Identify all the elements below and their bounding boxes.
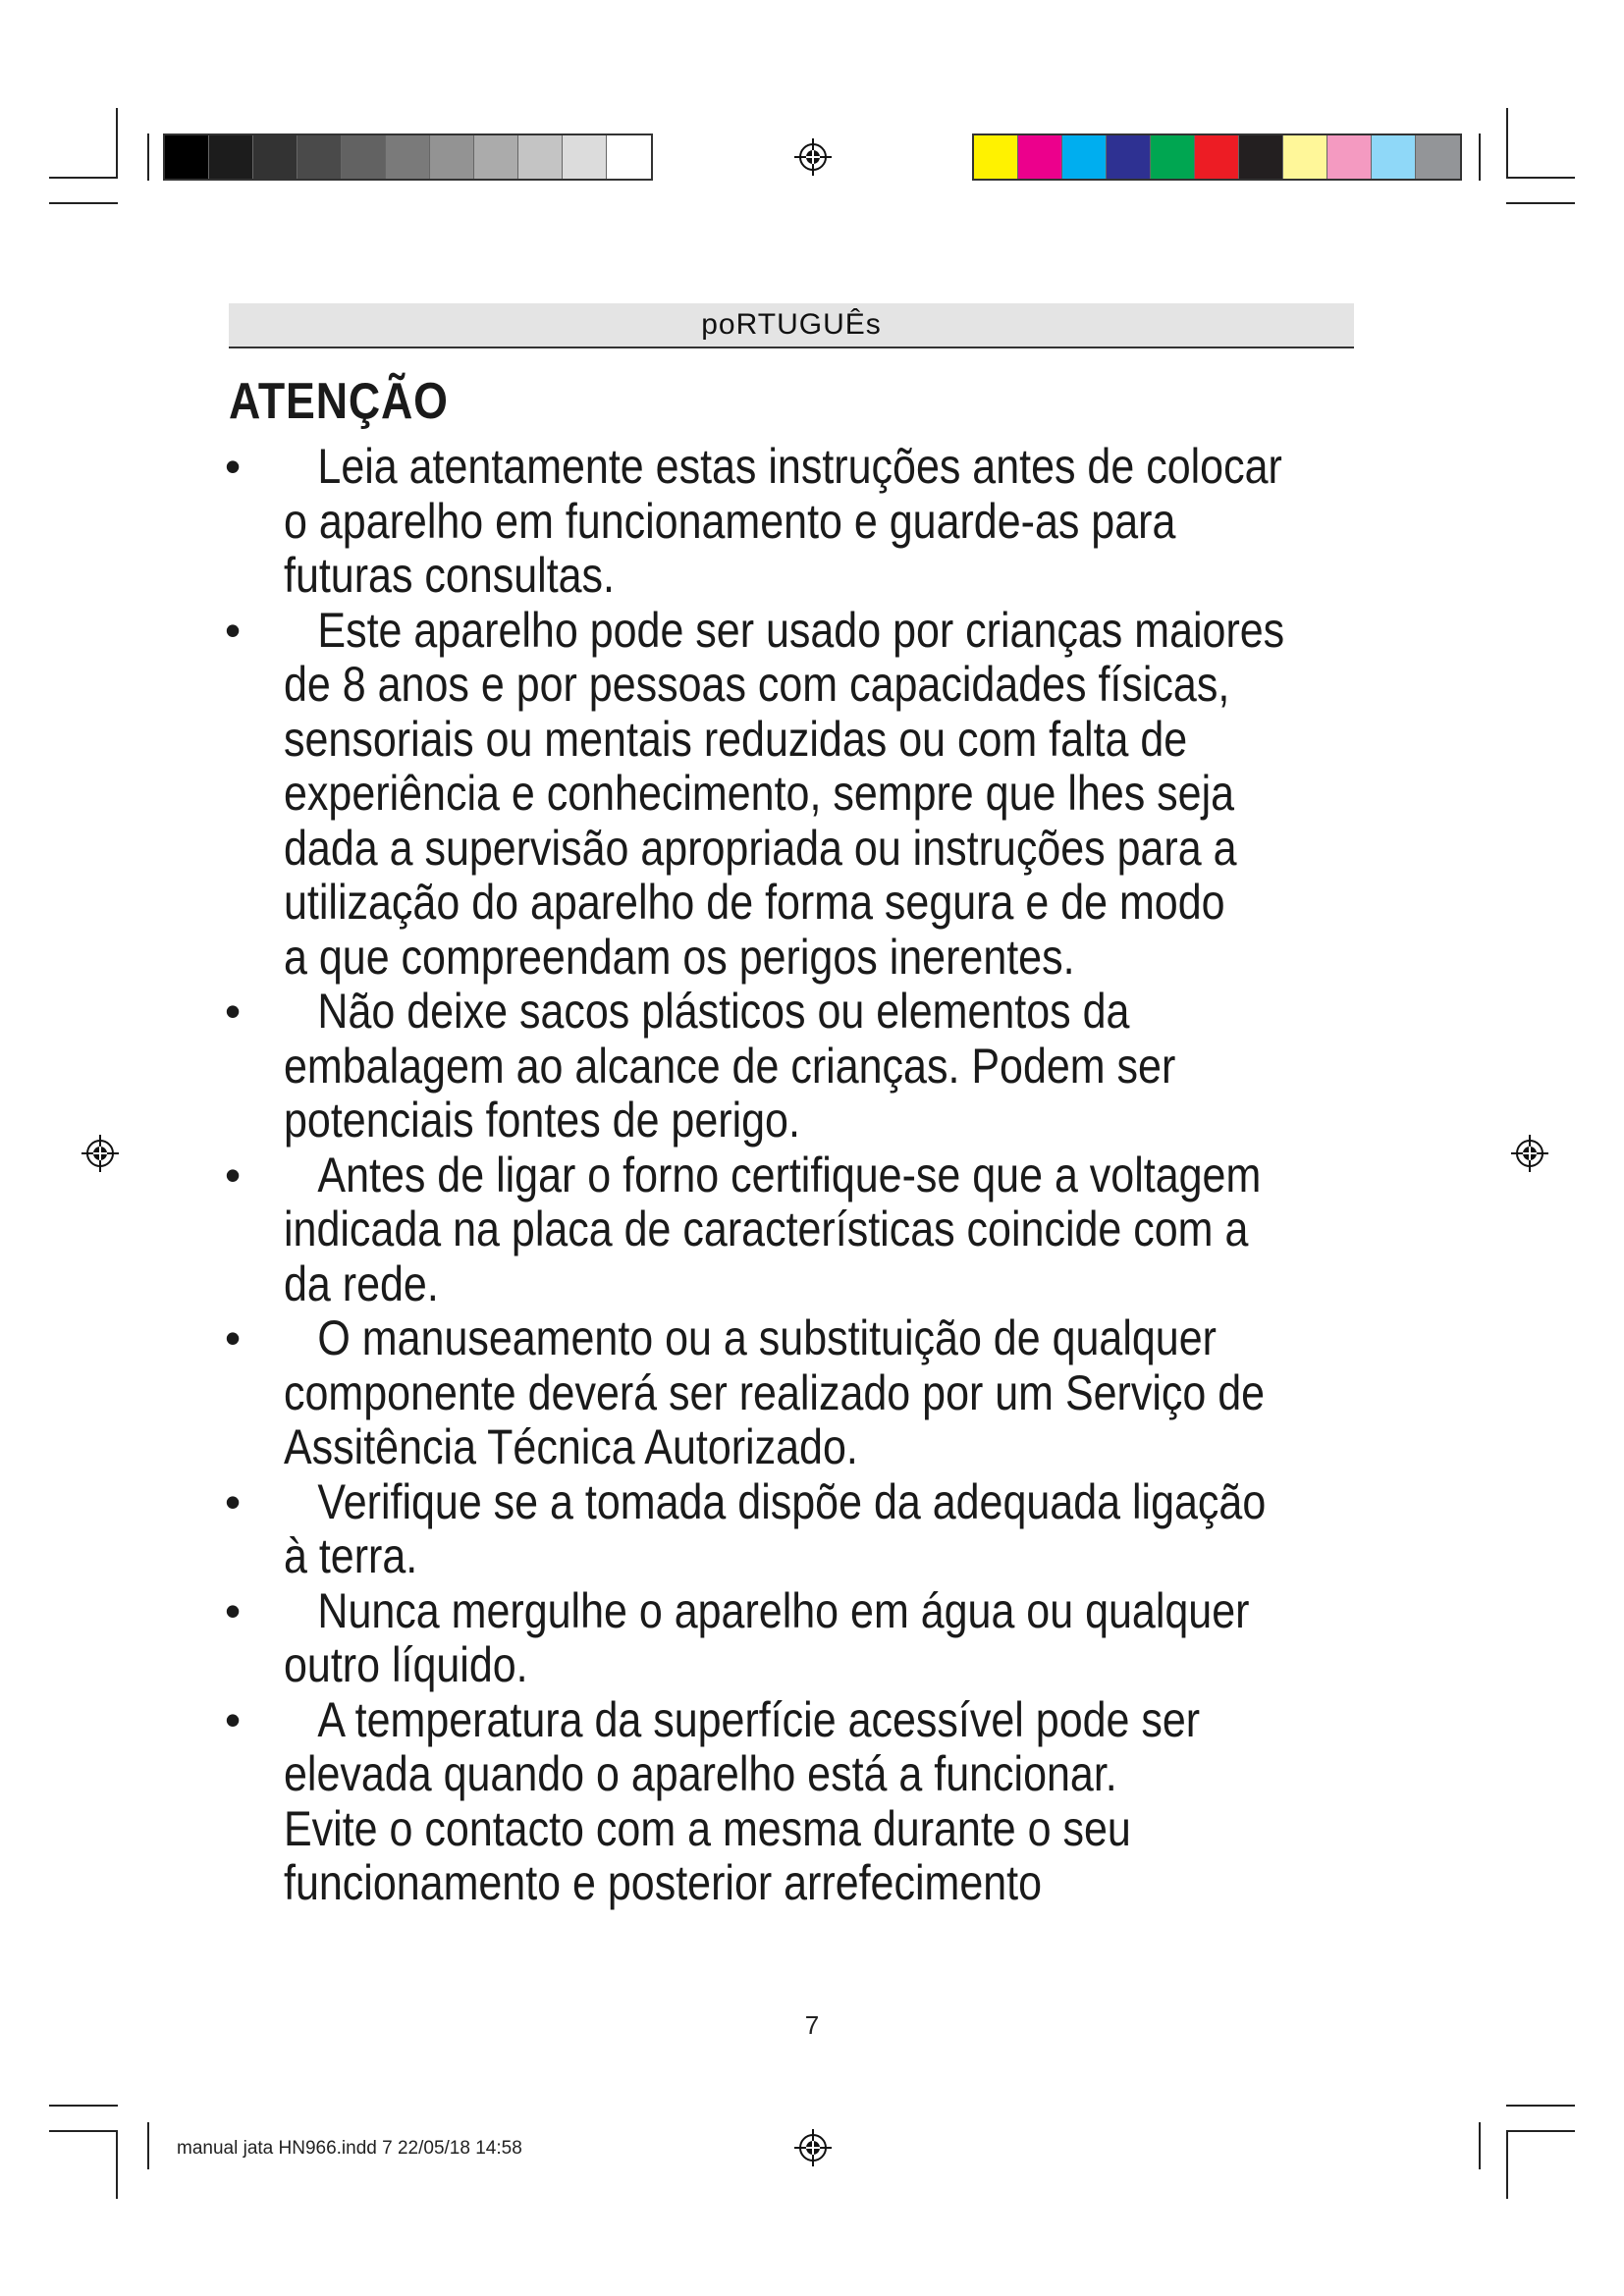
warning-text: Este aparelho pode ser usado por crianças maiores de 8 anos e por pessoas com capacidades físicas, sensoriais ou mentais reduzidas ou com falta de experiência e conhecimento, sempre que lhes seja dada a supervisão apropriada ou instruções para a utilização do aparelho de forma segura e de modo a que compreendam os perigos inerentes. [284, 602, 1285, 985]
color-swatch [518, 135, 563, 179]
color-swatch [1239, 135, 1283, 179]
warning-text: A temperatura da superfície acessível pode ser elevada quando o aparelho está a funcionar. Evite o contacto com a mesma durante o seu funcionamento e posterior arrefecimento [284, 1691, 1201, 1910]
warning-text: Antes de ligar o forno certifique-se que a voltagem indicada na placa de características coincide com a da rede. [284, 1147, 1262, 1311]
crop-mark [49, 2130, 118, 2132]
warning-item [225, 1582, 1387, 1693]
color-swatch [209, 135, 253, 179]
warning-item [225, 602, 1387, 986]
warning-item [225, 984, 1387, 1148]
warning-item [225, 1473, 1387, 1584]
warning-text: Leia atentamente estas instruções antes de colocar o aparelho em funcionamento e guarde-as para futuras consultas. [284, 439, 1282, 603]
bullet-icon: • [225, 1148, 242, 1201]
color-swatch [974, 135, 1018, 179]
registration-mark-icon [81, 1134, 120, 1173]
crop-mark [1506, 108, 1508, 177]
crop-mark [1479, 2122, 1481, 2169]
section-title: ATENÇÃO [229, 373, 449, 430]
color-swatch [1107, 135, 1151, 179]
language-header: poRTUGUÊs [229, 303, 1354, 348]
color-swatch [165, 135, 209, 179]
registration-mark-icon [793, 2128, 833, 2167]
crop-mark [1506, 2130, 1508, 2199]
bullet-icon: • [225, 441, 242, 492]
bullet-icon: • [225, 1584, 242, 1636]
color-swatch [1283, 135, 1327, 179]
bullet-icon: • [225, 986, 242, 1037]
warning-text: Nunca mergulhe o aparelho em água ou qualquer outro líquido. [284, 1582, 1250, 1692]
registration-mark-icon [793, 137, 833, 177]
warning-item [225, 1147, 1387, 1312]
color-swatch [607, 135, 651, 179]
warning-item [225, 1691, 1387, 1911]
bullet-icon: • [225, 1475, 242, 1527]
crop-mark [1506, 2105, 1575, 2107]
crop-mark [1506, 177, 1575, 179]
bullet-icon: • [225, 1312, 242, 1363]
color-swatch [430, 135, 474, 179]
color-swatch [1416, 135, 1460, 179]
color-swatch [1195, 135, 1239, 179]
crop-mark [116, 2130, 118, 2199]
color-swatch [1327, 135, 1372, 179]
crop-mark [49, 177, 118, 179]
crop-mark [1506, 2130, 1575, 2132]
print-slug: manual jata HN966.indd 7 22/05/18 14:58 [177, 2138, 522, 2159]
crop-mark [1479, 133, 1481, 181]
grayscale-color-bar [163, 133, 653, 181]
warning-text: Verifique se a tomada dispõe da adequada ligação à terra. [284, 1473, 1267, 1583]
color-swatch [342, 135, 386, 179]
warning-item [225, 439, 1387, 604]
color-swatch [386, 135, 430, 179]
crop-mark [116, 108, 118, 177]
color-swatch [1062, 135, 1107, 179]
color-swatch [298, 135, 342, 179]
page-number: 7 [804, 2010, 820, 2040]
color-swatch [1018, 135, 1062, 179]
warning-text: Não deixe sacos plásticos ou elementos da embalagem ao alcance de crianças. Podem ser potenciais fontes de perigo. [284, 984, 1176, 1148]
color-swatch [1372, 135, 1416, 179]
crop-mark [147, 133, 149, 181]
color-swatch [474, 135, 518, 179]
process-color-bar [972, 133, 1462, 181]
registration-mark-icon [1510, 1134, 1549, 1173]
crop-mark [49, 2105, 118, 2107]
bullet-icon: • [225, 1693, 242, 1745]
warning-item [225, 1310, 1387, 1475]
color-swatch [563, 135, 607, 179]
crop-mark [147, 2122, 149, 2169]
bullet-icon: • [225, 604, 242, 656]
warning-text: O manuseamento ou a substituição de qualquer componente deverá ser realizado por um Serviço de Assitência Técnica Autorizado. [284, 1310, 1266, 1474]
crop-mark [1506, 202, 1575, 204]
crop-mark [49, 202, 118, 204]
color-swatch [1151, 135, 1195, 179]
warning-list [225, 439, 1387, 1911]
color-swatch [253, 135, 298, 179]
